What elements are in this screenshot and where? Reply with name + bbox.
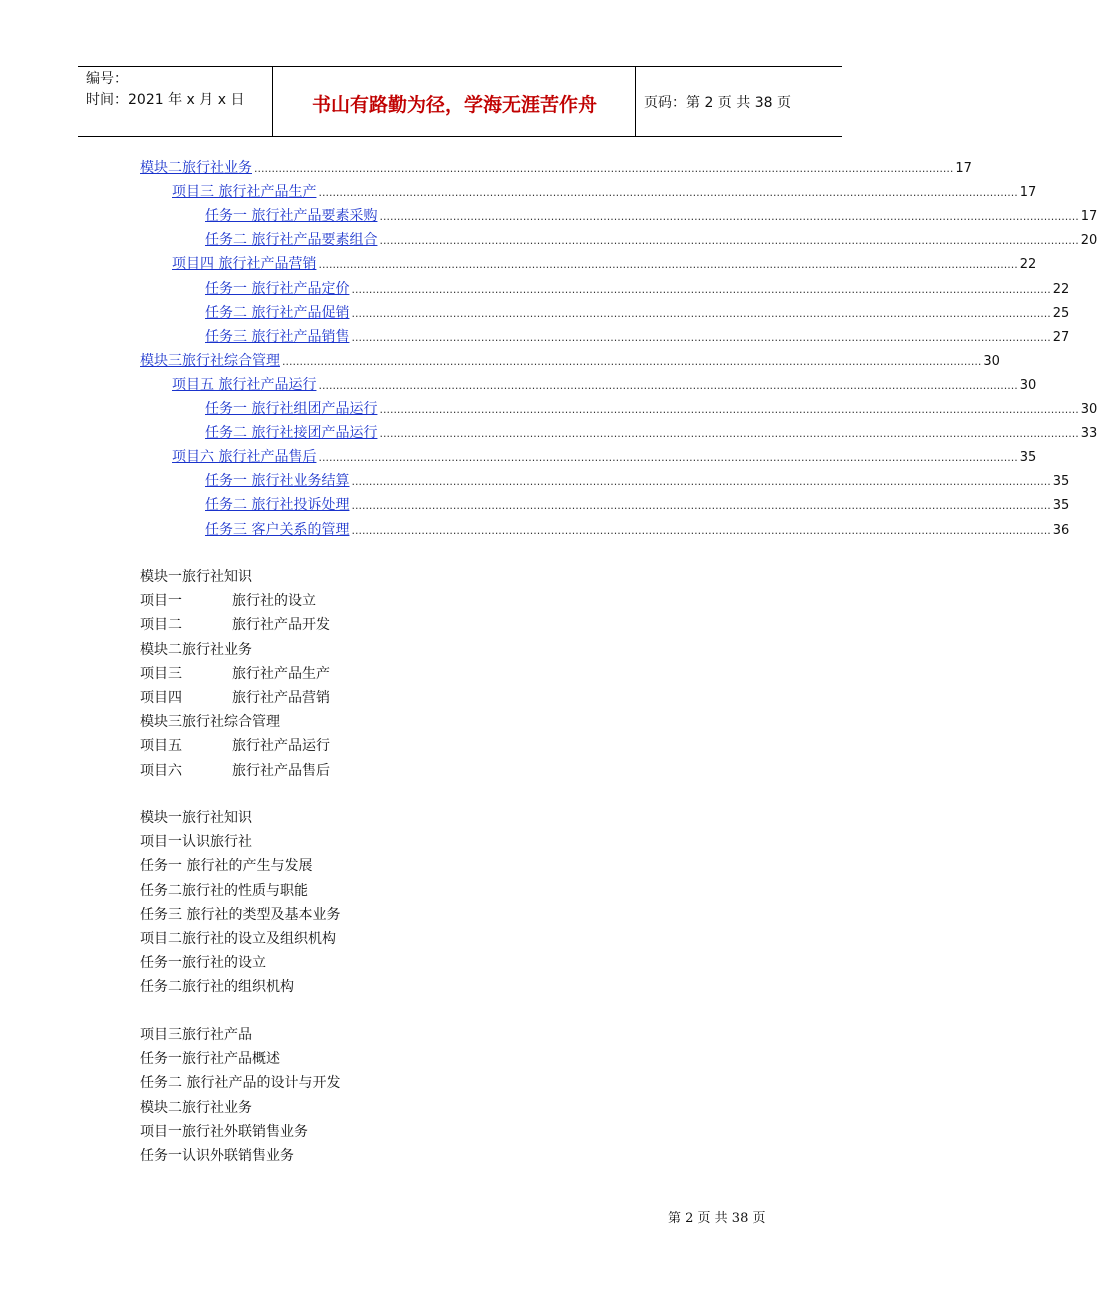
toc-leader-dots: ........................................................................................................................................................................................................ xyxy=(351,475,1051,489)
toc-entry-title[interactable]: 模块三旅行社综合管理 xyxy=(140,352,280,369)
toc-leader-dots: ........................................................................................................................................................................................................ xyxy=(351,330,1051,344)
outline-line xyxy=(140,711,280,733)
outline-label: 模块二旅行社业务 xyxy=(140,641,252,658)
toc-leader-dots: ........................................................................................................................................................................................................ xyxy=(379,234,1079,248)
toc-entry-page: 30 xyxy=(1080,402,1097,417)
toc-entry-page: 27 xyxy=(1052,329,1070,345)
outline-line xyxy=(140,590,316,612)
toc-entry-title[interactable]: 任务一 旅行社产品定价 xyxy=(205,280,350,297)
toc-leader-dots: ........................................................................................................................................................................................................ xyxy=(351,306,1051,320)
time-label: 时间：2021 年 x 月 x 日 xyxy=(86,92,245,108)
toc-entry-title[interactable]: 项目六 旅行社产品售后 xyxy=(172,449,317,466)
outline-line xyxy=(140,760,330,782)
detail-line: 任务一 旅行社的产生与发展 xyxy=(140,858,313,875)
toc-entry-page: 17 xyxy=(1080,209,1097,225)
detail-line: 任务三 旅行社的类型及基本业务 xyxy=(140,906,341,923)
outline-value: 旅行社产品生产 xyxy=(232,665,330,682)
outline-line xyxy=(140,687,330,709)
toc-entry-title[interactable]: 模块二旅行社业务 xyxy=(140,160,252,176)
toc-entry[interactable] xyxy=(205,398,1097,420)
outline-line xyxy=(140,639,252,661)
outline-label: 模块三旅行社综合管理 xyxy=(140,714,280,731)
toc-leader-dots: ........................................................................................................................................................................................................ xyxy=(351,523,1051,537)
toc-entry[interactable] xyxy=(205,326,1070,348)
toc-entry-page: 17 xyxy=(1019,185,1037,201)
header-motto: 书山有路勤为径，学海无涯苦作舟 xyxy=(311,94,597,116)
toc-entry[interactable] xyxy=(172,253,1037,275)
toc-leader-dots: ........................................................................................................................................................................................................ xyxy=(379,210,1079,224)
toc-entry-title[interactable]: 任务一 旅行社业务结算 xyxy=(205,473,350,490)
outline-label: 项目六 xyxy=(140,762,182,779)
header-divider xyxy=(272,67,273,136)
outline-label: 项目三 xyxy=(140,665,182,682)
header-page-label: 页码：第 2 页 共 38 页 xyxy=(644,95,791,111)
detail-line: 任务二 旅行社产品的设计与开发 xyxy=(140,1075,341,1092)
toc-leader-dots: ........................................................................................................................................................................................................ xyxy=(318,378,1018,392)
toc-entry-title[interactable]: 任务一 旅行社组团产品运行 xyxy=(205,401,378,417)
toc-entry[interactable] xyxy=(140,157,972,179)
toc-entry-title[interactable]: 任务三 客户关系的管理 xyxy=(205,521,350,538)
page-footer: 第 2 页 共 38 页 xyxy=(668,1211,766,1226)
outline-value: 旅行社产品开发 xyxy=(232,617,330,634)
outline-line xyxy=(140,614,330,636)
toc-entry[interactable] xyxy=(205,519,1070,541)
outline-label: 模块一旅行社知识 xyxy=(140,569,252,585)
detail-line: 项目一认识旅行社 xyxy=(140,834,252,851)
toc-entry[interactable] xyxy=(205,229,1097,251)
toc-entry-title[interactable]: 项目五 旅行社产品运行 xyxy=(172,376,317,393)
toc-entry-title[interactable]: 任务二 旅行社投诉处理 xyxy=(205,497,350,514)
toc-entry[interactable] xyxy=(172,374,1037,396)
toc-entry[interactable] xyxy=(172,181,1037,203)
toc-entry-page: 35 xyxy=(1052,498,1070,514)
outline-value: 旅行社产品营销 xyxy=(232,690,330,706)
toc-entry-title[interactable]: 任务三 旅行社产品销售 xyxy=(205,328,350,345)
toc-leader-dots: ........................................................................................................................................................................................................ xyxy=(379,403,1079,416)
detail-line: 任务二旅行社的组织机构 xyxy=(140,979,294,996)
toc-entry-page: 35 xyxy=(1019,450,1037,466)
detail-line: 任务一旅行社产品概述 xyxy=(140,1051,280,1068)
outline-line xyxy=(140,566,252,588)
outline-label: 项目二 xyxy=(140,617,182,634)
toc-entry-page: 22 xyxy=(1052,281,1070,297)
toc-entry-page: 25 xyxy=(1052,305,1070,321)
toc-entry-page: 30 xyxy=(983,353,1000,369)
header-left xyxy=(86,69,244,111)
toc-entry[interactable] xyxy=(205,470,1070,492)
toc-entry[interactable] xyxy=(140,350,1000,372)
toc-leader-dots: ........................................................................................................................................................................................................ xyxy=(282,354,982,368)
toc-entry-page: 20 xyxy=(1080,233,1097,249)
page-header xyxy=(78,66,842,137)
toc-entry[interactable] xyxy=(205,494,1070,516)
toc-entry-title[interactable]: 任务二 旅行社产品促销 xyxy=(205,304,350,321)
outline-value: 旅行社产品运行 xyxy=(232,738,330,755)
toc-entry-page: 30 xyxy=(1019,377,1037,393)
header-divider xyxy=(635,67,636,136)
toc-leader-dots: ........................................................................................................................................................................................................ xyxy=(351,499,1051,513)
toc-entry[interactable] xyxy=(205,422,1097,444)
detail-line: 项目三旅行社产品 xyxy=(140,1027,252,1043)
detail-line: 模块一旅行社知识 xyxy=(140,810,252,826)
toc-entry-title[interactable]: 任务二 旅行社接团产品运行 xyxy=(205,425,378,442)
outline-label: 项目一 xyxy=(140,593,182,610)
detail-line: 任务一认识外联销售业务 xyxy=(140,1148,294,1164)
toc-entry-page: 17 xyxy=(955,161,972,176)
detail-line: 项目一旅行社外联销售业务 xyxy=(140,1123,308,1140)
toc-entry[interactable] xyxy=(172,446,1037,468)
toc-leader-dots: ........................................................................................................................................................................................................ xyxy=(254,162,954,175)
toc-leader-dots: ........................................................................................................................................................................................................ xyxy=(318,186,1018,200)
toc-entry-page: 35 xyxy=(1052,474,1070,490)
toc-entry[interactable] xyxy=(205,302,1070,324)
toc-entry-title[interactable]: 任务二 旅行社产品要素组合 xyxy=(205,232,378,249)
toc-entry-page: 33 xyxy=(1080,426,1097,442)
toc-entry[interactable] xyxy=(205,205,1097,227)
toc-leader-dots: ........................................................................................................................................................................................................ xyxy=(318,451,1018,465)
toc-entry-title[interactable]: 项目四 旅行社产品营销 xyxy=(172,256,317,273)
toc-entry-page: 22 xyxy=(1019,257,1037,273)
number-label: 编号： xyxy=(86,71,128,87)
outline-line xyxy=(140,735,330,757)
toc-entry[interactable] xyxy=(205,278,1070,300)
toc-leader-dots: ........................................................................................................................................................................................................ xyxy=(351,282,1051,296)
toc-entry-page: 36 xyxy=(1052,522,1070,538)
detail-line: 任务一旅行社的设立 xyxy=(140,955,266,972)
outline-line xyxy=(140,663,330,685)
toc-leader-dots: ........................................................................................................................................................................................................ xyxy=(318,258,1018,272)
toc-leader-dots: ........................................................................................................................................................................................................ xyxy=(379,427,1079,441)
detail-line: 项目二旅行社的设立及组织机构 xyxy=(140,931,336,947)
outline-label: 项目四 xyxy=(140,690,182,706)
detail-line: 任务二旅行社的性质与职能 xyxy=(140,882,308,899)
toc-entry-title[interactable]: 任务一 旅行社产品要素采购 xyxy=(205,208,378,225)
detail-line: 模块二旅行社业务 xyxy=(140,1099,252,1116)
toc-entry-title[interactable]: 项目三 旅行社产品生产 xyxy=(172,184,317,201)
outline-label: 项目五 xyxy=(140,738,182,755)
outline-value: 旅行社的设立 xyxy=(232,593,316,610)
outline-value: 旅行社产品售后 xyxy=(232,762,330,779)
